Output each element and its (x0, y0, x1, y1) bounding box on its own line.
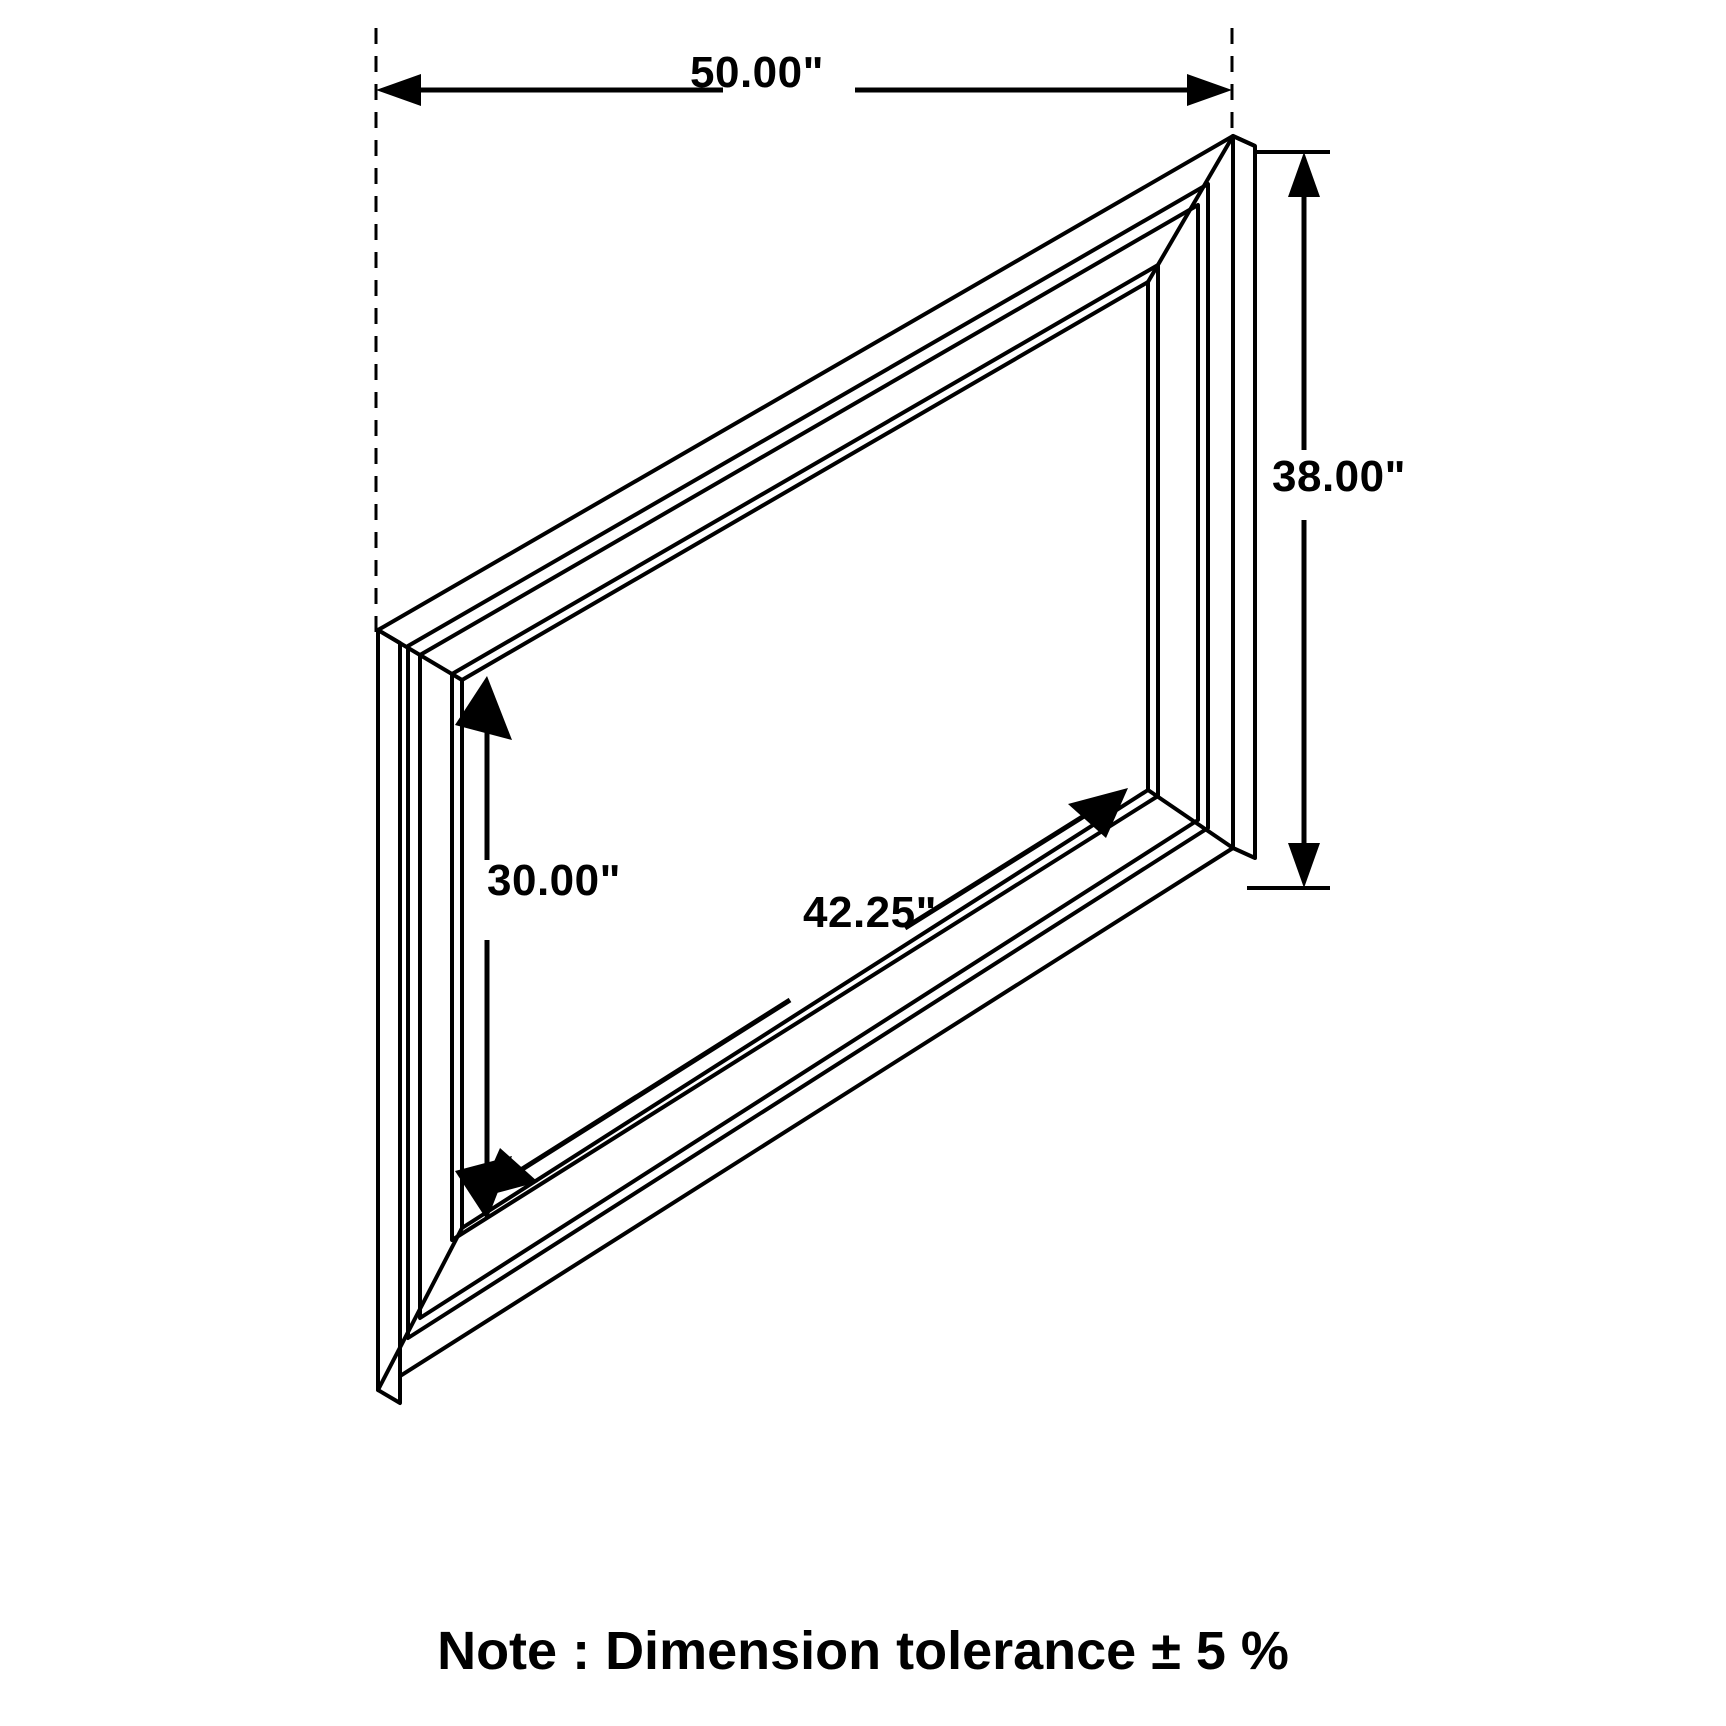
dimension-height (1247, 152, 1330, 888)
dim-height-arrow-top (1288, 152, 1320, 197)
dimension-label-overall-width: 50.00" (690, 48, 824, 97)
dimension-label-inner-height: 30.00" (487, 856, 621, 905)
dim-width-arrow-left (376, 74, 421, 106)
tolerance-note: Note : Dimension tolerance ± 5 % (437, 1621, 1289, 1681)
dim-width-arrow-right (1187, 74, 1232, 106)
mirror-frame (378, 136, 1255, 1403)
frame-edge-thickness-top (1233, 136, 1255, 858)
frame-edge-thickness (378, 630, 400, 1403)
dimension-label-overall-height: 38.00" (1272, 452, 1406, 501)
dim-height-arrow-bottom (1288, 843, 1320, 888)
dimension-label-inner-width: 42.25" (803, 888, 937, 937)
